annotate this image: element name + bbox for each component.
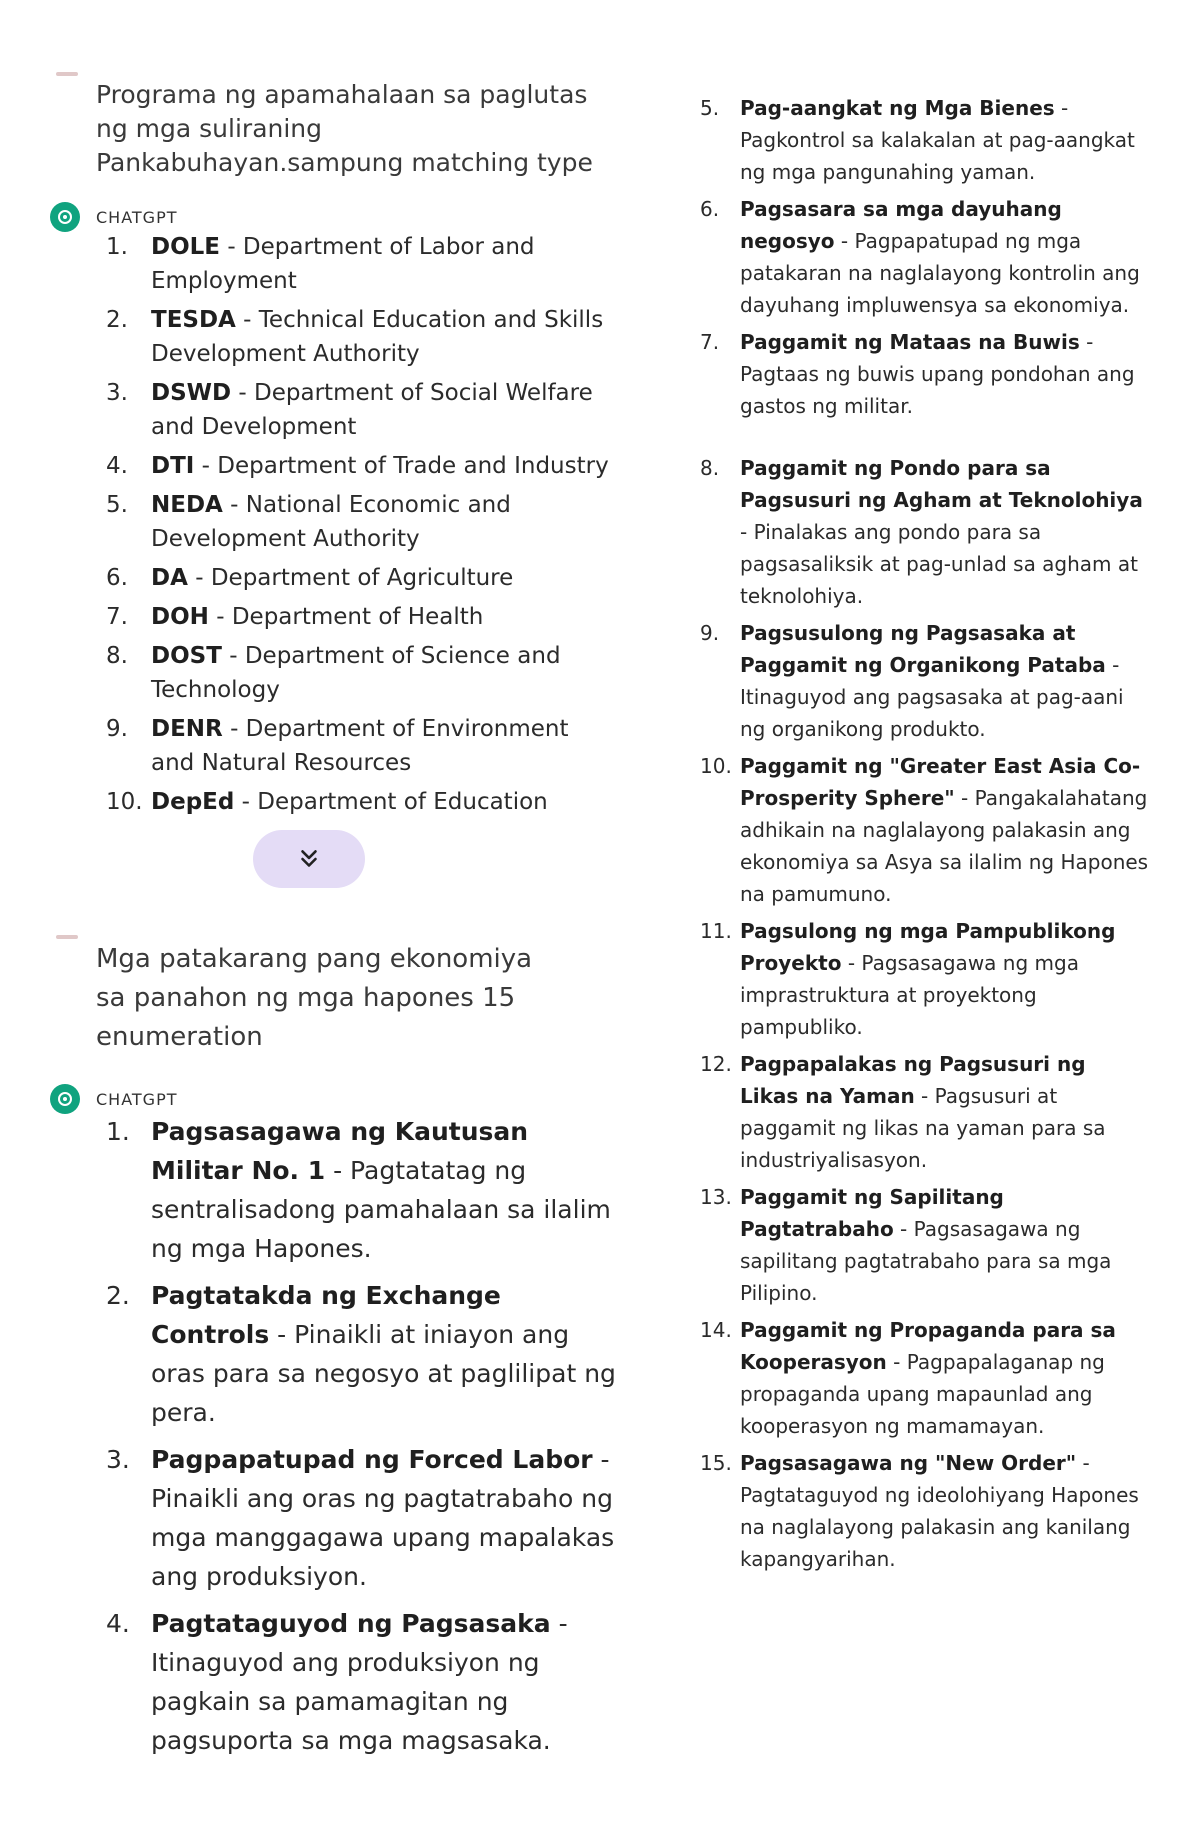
list-item: 1. Pagsasagawa ng Kautusan Militar No. 1 - Pagtatatag ng sentralisadong pamahalaan sa ilalim ng mga Hapones.: [106, 1117, 611, 1263]
list-item: 14. Paggamit ng Propaganda para sa Kooperasyon - Pagpapalaganap ng propaganda upang mapaunlad ang kooperasyon ng mamamayan.: [700, 1318, 1116, 1438]
list-item: 3. Pagpapatupad ng Forced Labor - Pinaikli ang oras ng pagtatrabaho ng mga manggagawa upang mapalakas ang produksiyon.: [106, 1445, 615, 1591]
assistant-header-1: [50, 202, 178, 232]
list-item: 5. NEDA - National Economic and Development Authority: [106, 492, 511, 552]
list-item: 11. Pagsulong ng mga Pampublikong Proyekto - Pagsasagawa ng mga imprastruktura at proyektong pampubliko.: [700, 919, 1116, 1039]
list-item: 8. Paggamit ng Pondo para sa Pagsusuri ng Agham at Teknolohiya - Pinalakas ang pondo para sa pagsasaliksik at pag-unlad sa agham at teknolohiya.: [700, 456, 1143, 608]
chatgpt-logo-icon: [50, 202, 80, 232]
assistant-label: CHATGPT: [96, 1089, 178, 1109]
user-avatar: [56, 935, 78, 939]
assistant-header-2: [50, 1084, 178, 1114]
chatgpt-logo-icon: [50, 1084, 80, 1114]
double-chevron-down-icon: [296, 846, 322, 872]
list-item: 2. TESDA - Technical Education and Skills Development Authority: [106, 307, 604, 367]
list-item: 12. Pagpapalakas ng Pagsusuri ng Likas na Yaman - Pagsusuri at paggamit ng likas na yaman para sa industriyalisasyon.: [700, 1052, 1106, 1172]
user-avatar: [56, 72, 78, 76]
list-item: 9. DENR - Department of Environment and Natural Resources: [106, 716, 569, 776]
user-prompt-1: Programa ng apamahalaan sa paglutas ng mga suliraning Pankabuhayan.sampung matching type: [96, 80, 593, 177]
list-item: 10. DepEd - Department of Education: [106, 789, 548, 815]
list-item: 13. Paggamit ng Sapilitang Pagtatrabaho - Pagsasagawa ng sapilitang pagtatrabaho para sa mga Pilipino.: [700, 1185, 1112, 1305]
list-item: 8. DOST - Department of Science and Technology: [106, 643, 561, 703]
list-item: 6. Pagsasara sa mga dayuhang negosyo - Pagpapatupad ng mga patakaran na naglalayong kontrolin ang dayuhang impluwensya sa ekonomiya.: [700, 197, 1140, 317]
list-item: 7. Paggamit ng Mataas na Buwis - Pagtaas ng buwis upang pondohan ang gastos ng militar.: [700, 330, 1135, 418]
answer-list-2-left: [106, 1112, 626, 1768]
list-item: 1. DOLE - Department of Labor and Employment: [106, 234, 535, 294]
list-item: 6. DA - Department of Agriculture: [106, 565, 514, 591]
list-item: 4. Pagtataguyod ng Pagsasaka - Itinaguyod ang produksiyon ng pagkain sa pamamagitan ng pagsuporta sa mga magsasaka.: [106, 1609, 568, 1755]
scroll-to-bottom-button[interactable]: [253, 830, 365, 888]
list-item: 2. Pagtatakda ng Exchange Controls - Pinaikli at iniayon ang oras para sa negosyo at paglilipat ng pera.: [106, 1281, 616, 1427]
list-item: 5. Pag-aangkat ng Mga Bienes - Pagkontrol sa kalakalan at pag-aangkat ng mga pangunahing yaman.: [700, 96, 1135, 184]
list-item: 10. Paggamit ng "Greater East Asia Co-Prosperity Sphere" - Pangakalahatang adhikain na naglalayong palakasin ang ekonomiya sa Asya sa ilalim ng Hapones na pamumuno.: [700, 754, 1149, 906]
list-item: 7. DOH - Department of Health: [106, 604, 484, 630]
list-item: 4. DTI - Department of Trade and Industry: [106, 453, 609, 479]
list-item: 15. Pagsasagawa ng "New Order" - Pagtataguyod ng ideolohiyang Hapones na naglalayong palakasin ang kanilang kapangyarihan.: [700, 1451, 1139, 1571]
list-item: 9. Pagsusulong ng Pagsasaka at Paggamit ng Organikong Pataba - Itinaguyod ang pagsasaka at pag-aani ng organikong produkto.: [700, 621, 1124, 741]
user-prompt-2: Mga patakarang pang ekonomiya sa panahon ng mga hapones 15 enumeration: [96, 944, 533, 1052]
list-item: 3. DSWD - Department of Social Welfare and Development: [106, 380, 593, 440]
answer-list-1: [106, 230, 616, 824]
assistant-label: CHATGPT: [96, 207, 178, 227]
answer-list-2-right: [700, 92, 1150, 1580]
